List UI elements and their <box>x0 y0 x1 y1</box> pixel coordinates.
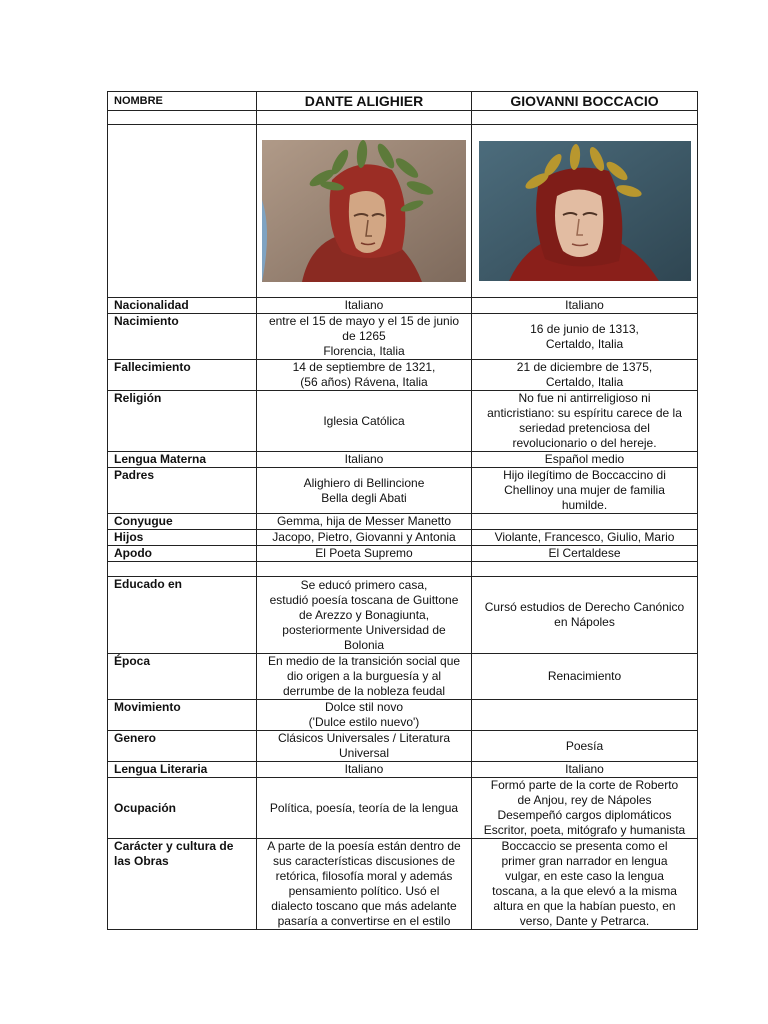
dante-cell: Gemma, hija de Messer Manetto <box>257 514 472 530</box>
empty-cell <box>108 111 257 125</box>
row-label <box>108 562 257 577</box>
header-boccaccio: GIOVANNI BOCCACIO <box>472 92 698 111</box>
empty-cell <box>472 111 698 125</box>
row-label: Genero <box>108 731 257 762</box>
row-label: Movimiento <box>108 700 257 731</box>
row-label: Época <box>108 654 257 700</box>
row-label: Fallecimiento <box>108 360 257 391</box>
boccaccio-portrait <box>479 141 691 281</box>
table-row <box>108 839 698 930</box>
empty-cell <box>108 125 257 298</box>
row-label: Ocupación <box>108 778 257 839</box>
dante-cell: Alighiero di Bellincione Bella degli Abati <box>257 468 472 514</box>
row-label: Hijos <box>108 530 257 546</box>
dante-cell: Italiano <box>257 452 472 468</box>
boccaccio-portrait-cell <box>472 125 698 298</box>
boccaccio-cell: Renacimiento <box>472 654 698 700</box>
boccaccio-cell: Boccaccio se presenta como el primer gran narrador en lengua vulgar, en este caso la lengua toscana, a la que elevó a la misma altura en que la habían puesto, en verso, Dante y Petrarca. <box>472 839 698 930</box>
boccaccio-cell: 16 de junio de 1313, Certaldo, Italia <box>472 314 698 360</box>
dante-cell: El Poeta Supremo <box>257 546 472 562</box>
portrait-row <box>108 125 698 298</box>
dante-cell: Jacopo, Pietro, Giovanni y Antonia <box>257 530 472 546</box>
boccaccio-cell: Hijo ilegítimo de Boccaccino di Chellinoy una mujer de familia humilde. <box>472 468 698 514</box>
empty-cell <box>257 111 472 125</box>
boccaccio-cell: Cursó estudios de Derecho Canónico en Nápoles <box>472 577 698 654</box>
dante-cell: Italiano <box>257 762 472 778</box>
table-row <box>108 452 698 468</box>
dante-cell: Dolce stil novo ('Dulce estilo nuevo') <box>257 700 472 731</box>
boccaccio-cell: Español medio <box>472 452 698 468</box>
dante-portrait <box>262 140 466 282</box>
boccaccio-cell <box>472 514 698 530</box>
boccaccio-cell: Poesía <box>472 731 698 762</box>
comparison-table <box>107 91 698 930</box>
table-row <box>108 762 698 778</box>
dante-cell: Italiano <box>257 298 472 314</box>
table-row <box>108 562 698 577</box>
boccaccio-cell: Violante, Francesco, Giulio, Mario <box>472 530 698 546</box>
row-label: Educado en <box>108 577 257 654</box>
table-row <box>108 391 698 452</box>
dante-cell: Política, poesía, teoría de la lengua <box>257 778 472 839</box>
row-label: Lengua Literaria <box>108 762 257 778</box>
dante-cell: En medio de la transición social que dio origen a la burguesía y al derrumbe de la nobleza feudal <box>257 654 472 700</box>
dante-portrait-cell <box>257 125 472 298</box>
dante-cell: Iglesia Católica <box>257 391 472 452</box>
table-row <box>108 778 698 839</box>
header-label: NOMBRE <box>108 92 257 111</box>
table-row <box>108 298 698 314</box>
dante-cell: A parte de la poesía están dentro de sus características discusiones de retórica, filosofía moral y además pensamiento político. Usó el dialecto toscano que más adelante pasaría a convertirse en el estilo <box>257 839 472 930</box>
boccaccio-cell: Italiano <box>472 762 698 778</box>
boccaccio-cell: No fue ni antirreligioso ni anticristiano: su espíritu carece de la seriedad pretenciosa del revolucionario o del hereje. <box>472 391 698 452</box>
boccaccio-cell <box>472 700 698 731</box>
table-row <box>108 546 698 562</box>
dante-cell <box>257 562 472 577</box>
table-row <box>108 700 698 731</box>
table-row <box>108 654 698 700</box>
table-row <box>108 360 698 391</box>
table-row <box>108 530 698 546</box>
table-row <box>108 514 698 530</box>
boccaccio-cell: Formó parte de la corte de Roberto de Anjou, rey de Nápoles Desempeñó cargos diplomáticos Escritor, poeta, mitógrafo y humanista <box>472 778 698 839</box>
row-label: Padres <box>108 468 257 514</box>
dante-cell: entre el 15 de mayo y el 15 de junio de 1265 Florencia, Italia <box>257 314 472 360</box>
header-row <box>108 92 698 111</box>
row-label: Nacionalidad <box>108 298 257 314</box>
dante-cell: 14 de septiembre de 1321, (56 años) Rávena, Italia <box>257 360 472 391</box>
boccaccio-cell: 21 de diciembre de 1375, Certaldo, Italia <box>472 360 698 391</box>
row-label: Carácter y cultura de las Obras <box>108 839 257 930</box>
dante-cell: Se educó primero casa, estudió poesía toscana de Guittone de Arezzo y Bonagiunta, posteriormente Universidad de Bolonia <box>257 577 472 654</box>
spacer-row <box>108 111 698 125</box>
table-row <box>108 731 698 762</box>
row-label: Lengua Materna <box>108 452 257 468</box>
header-dante: DANTE ALIGHIER <box>257 92 472 111</box>
boccaccio-cell: El Certaldese <box>472 546 698 562</box>
boccaccio-cell <box>472 562 698 577</box>
boccaccio-cell: Italiano <box>472 298 698 314</box>
table-row <box>108 314 698 360</box>
table-row <box>108 577 698 654</box>
dante-cell: Clásicos Universales / Literatura Universal <box>257 731 472 762</box>
table-row <box>108 468 698 514</box>
row-label: Religión <box>108 391 257 452</box>
row-label: Conyugue <box>108 514 257 530</box>
row-label: Nacimiento <box>108 314 257 360</box>
row-label: Apodo <box>108 546 257 562</box>
